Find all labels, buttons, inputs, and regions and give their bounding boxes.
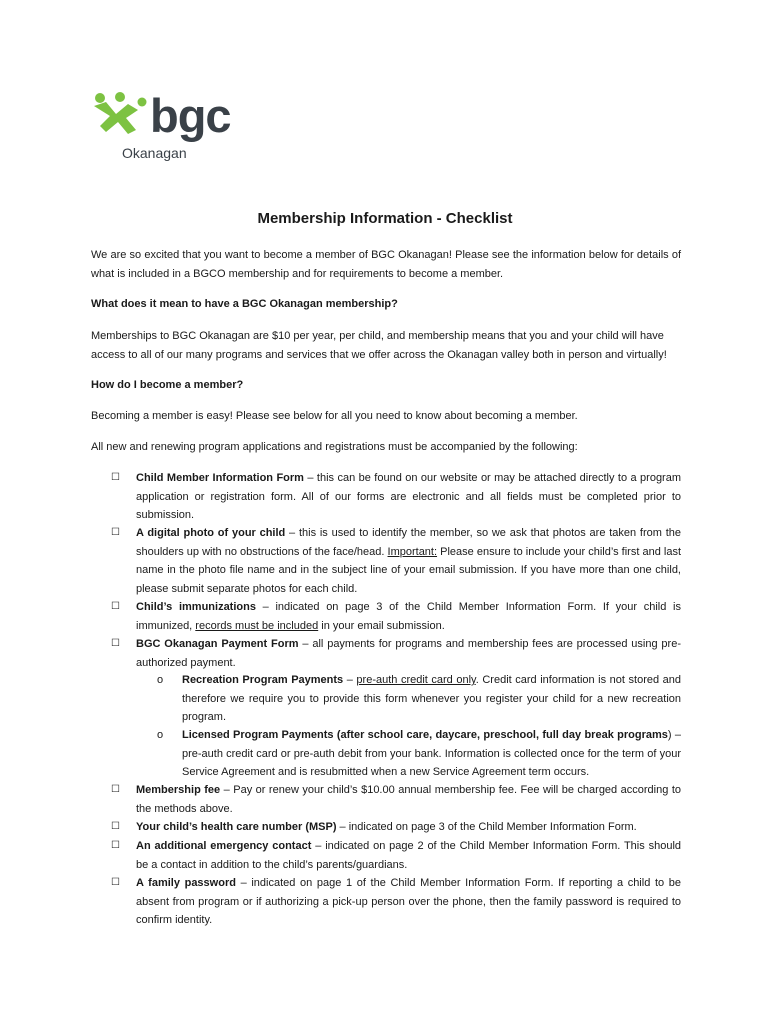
subitem-description: . Credit card information is not stored and therefore we require you to provide this form whenever you register your child for a new recreation program. — [182, 674, 682, 723]
checklist-item-text — [136, 598, 681, 635]
item-description: – indicated on page 3 of the Child Member Information Form. If your child is immunized, — [136, 601, 682, 632]
item-title: Child Member Information Form — [136, 472, 304, 484]
checklist-item-text — [136, 874, 681, 930]
item-important-label: Important: — [387, 545, 438, 558]
bullet-marker: o — [157, 674, 164, 686]
item-title: Your child’s health care number (MSP) — [136, 821, 337, 833]
checkbox-icon[interactable]: ☐ — [111, 527, 120, 538]
item-underlined-text: records must be included — [195, 619, 319, 632]
item-title: Membership fee — [136, 784, 221, 796]
item-description: – indicated on page 3 of the Child Member Information Form. — [336, 821, 637, 833]
item-description: – this is used to identify the member, so we ask that photos are taken from the shoulders up with no obstructions of the face/head. — [136, 527, 681, 558]
item-title: BGC Okanagan Payment Form — [136, 638, 299, 650]
intro-paragraph: We are so excited that you want to become a member of BGC Okanagan! Please see the information below for details of what is included in a BGCO membership and for requirements to become a member. — [91, 249, 681, 280]
checkbox-icon[interactable]: ☐ — [111, 821, 120, 832]
checklist-item — [91, 598, 681, 635]
subitem-close-paren: ) — [667, 729, 672, 741]
checklist-item — [91, 635, 681, 672]
checklist-item-text — [136, 635, 681, 672]
item-description: – this can be found on our website or may be attached directly to a program application or registration form. All of our forms are electronic and all fields must be completed prior to submission. — [136, 472, 682, 521]
subitem-dash: – — [343, 674, 357, 686]
checklist-item-text — [136, 524, 681, 598]
checkbox-icon[interactable]: ☐ — [111, 840, 120, 851]
checkbox-icon[interactable]: ☐ — [111, 601, 120, 612]
checklist-item-text — [136, 781, 681, 818]
item-description: – Pay or renew your child’s $10.00 annual membership fee. Fee will be charged according to the methods above. — [136, 784, 681, 815]
payment-subitem — [155, 671, 681, 727]
item-description: – indicated on page 2 of the Child Member Information Form. This should be a contact in addition to the child’s parents/guardians. — [136, 840, 682, 871]
subitem-underlined-text: pre-auth credit card only — [356, 674, 476, 686]
requirements-lead: All new and renewing program applications and registrations must be accompanied by the following: — [91, 441, 578, 453]
item-title: A family password — [136, 877, 236, 889]
checklist-item — [91, 469, 681, 525]
item-description-continued: Please ensure to include your child’s first and last name in the photo file name and in the subject line of your email submission. If you have more than one child, please submit separate photos for each child. — [136, 545, 682, 595]
item-description: – indicated on page 1 of the Child Member Information Form. If reporting a child to be absent from program or if authorizing a pick-up person over the phone, then the family password is required to confirm identity. — [136, 877, 681, 926]
checklist-item — [91, 524, 681, 598]
item-description: – all payments for programs and membership fees are processed using pre-authorized payment. — [136, 638, 681, 669]
checkbox-icon[interactable]: ☐ — [111, 472, 120, 483]
checklist-item-text — [136, 818, 681, 837]
bullet-marker: o — [157, 729, 164, 741]
answer-membership-meaning: Memberships to BGC Okanagan are $10 per year, per child, and membership means that you and your child will have access to all of our many programs and services that we offer across the Okanagan valley both in person and virtually! — [91, 330, 667, 361]
checklist-item — [91, 874, 681, 930]
checklist-item-text — [136, 837, 681, 874]
subitem-text — [182, 726, 681, 782]
checkbox-icon[interactable]: ☐ — [111, 784, 120, 795]
subitem-description: – pre-auth credit card or pre-auth debit from your bank. Information is collected once for the term of your Service Agreement and is resubmitted when a new Service Agreement term occurs. — [182, 729, 681, 778]
checklist-item — [91, 818, 681, 837]
checklist-item — [91, 781, 681, 818]
subitem-text — [182, 671, 681, 727]
logo-location: Okanagan — [122, 145, 187, 161]
bgc-people-icon — [92, 92, 152, 136]
subitem-title: Recreation Program Payments — [182, 674, 344, 686]
question-membership-meaning: What does it mean to have a BGC Okanagan membership? — [91, 298, 398, 310]
checklist-item-text — [136, 469, 681, 525]
item-title: A digital photo of your child — [136, 527, 286, 539]
checkbox-icon[interactable]: ☐ — [111, 877, 120, 888]
item-description-continued: in your email submission. — [318, 619, 445, 632]
bgc-logo — [92, 89, 232, 164]
item-title: An additional emergency contact — [136, 840, 312, 852]
checklist-item — [91, 837, 681, 874]
checkbox-icon[interactable]: ☐ — [111, 638, 120, 649]
document-title: Membership Information - Checklist — [257, 210, 513, 227]
question-become-member: How do I become a member? — [91, 379, 244, 391]
logo-wordmark: bgc — [150, 89, 231, 142]
answer-become-member: Becoming a member is easy! Please see below for all you need to know about becoming a member. — [91, 410, 578, 422]
payment-subitem — [155, 726, 681, 782]
item-title: Child’s immunizations — [136, 601, 256, 613]
subitem-title: Licensed Program Payments (after school care, daycare, preschool, full day break programs — [182, 729, 668, 741]
